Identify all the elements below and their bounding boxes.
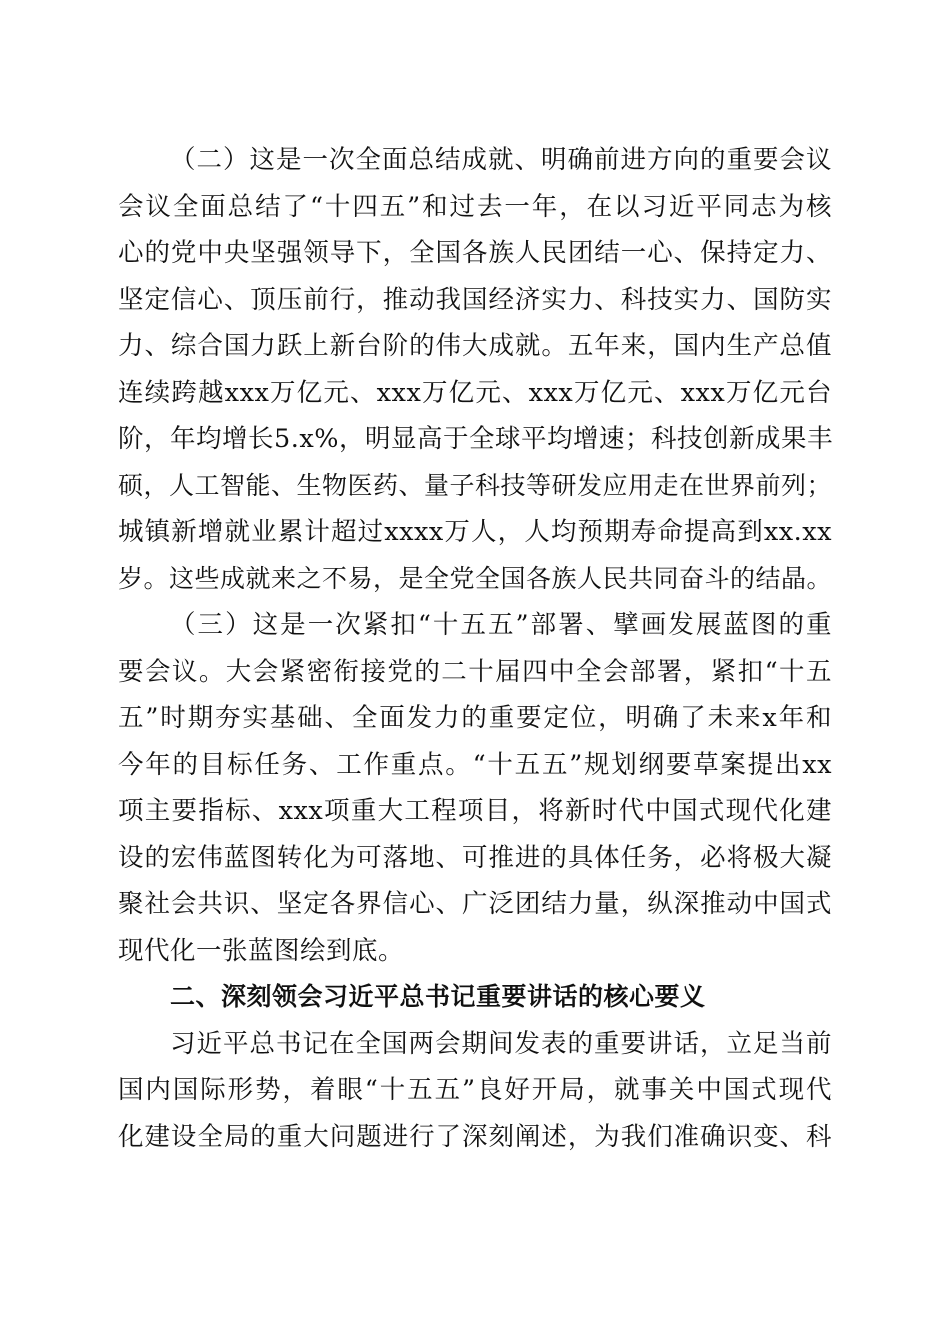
para-3-line: （三）这是一次紧扣“十五五”部署、擘画发展蓝图的重 (170, 610, 832, 640)
para-2-line: 会议全面总结了“十四五”和过去一年，在以习近平同志为核 (118, 192, 832, 222)
para-4-line: 习近平总书记在全国两会期间发表的重要讲话，立足当前 (170, 1029, 832, 1059)
para-4-line: 化建设全局的重大问题进行了深刻阐述，为我们准确识变、科 (118, 1122, 832, 1152)
para-3-line: 项主要指标、xxx项重大工程项目，将新时代中国式现代化建 (118, 796, 832, 826)
para-3-line: 五”时期夯实基础、全面发力的重要定位，明确了未来x年和 (118, 703, 832, 733)
section-heading: 二、深刻领会习近平总书记重要讲话的核心要义 (170, 982, 706, 1011)
para-2-line: 阶，年均增长5.x%，明显高于全球平均增速；科技创新成果丰 (118, 424, 833, 454)
para-2-subheading-line: （二）这是一次全面总结成就、明确前进方向的重要会议 (170, 145, 832, 175)
para-3-line: 今年的目标任务、工作重点。“十五五”规划纲要草案提出xx (118, 750, 832, 780)
para-3-line: 设的宏伟蓝图转化为可落地、可推进的具体任务，必将极大凝 (118, 843, 832, 873)
para-2-line: 力、综合国力跃上新台阶的伟大成就。五年来，国内生产总值 (118, 331, 832, 361)
para-3-line: 要会议。大会紧密衔接党的二十届四中全会部署，紧扣“十五 (118, 657, 832, 687)
para-2-line: 连续跨越xxx万亿元、xxx万亿元、xxx万亿元、xxx万亿元台 (118, 378, 832, 408)
para-2-line: 城镇新增就业累计超过xxxx万人，人均预期寿命提高到xx.xx (118, 517, 832, 547)
para-2-line: 心的党中央坚强领导下，全国各族人民团结一心、保持定力、 (118, 238, 832, 268)
para-2-line: 岁。这些成就来之不易，是全党全国各族人民共同奋斗的结晶。 (118, 564, 833, 593)
para-3-line: 现代化一张蓝图绘到底。 (118, 936, 405, 966)
para-2-line: 硕，人工智能、生物医药、量子科技等研发应用走在世界前列； (118, 471, 833, 500)
para-4-line: 国内国际形势，着眼“十五五”良好开局，就事关中国式现代 (118, 1075, 832, 1105)
para-2-line: 坚定信心、顶压前行，推动我国经济实力、科技实力、国防实 (118, 285, 832, 315)
para-3-line: 聚社会共识、坚定各界信心、广泛团结力量，纵深推动中国式 (118, 889, 832, 919)
